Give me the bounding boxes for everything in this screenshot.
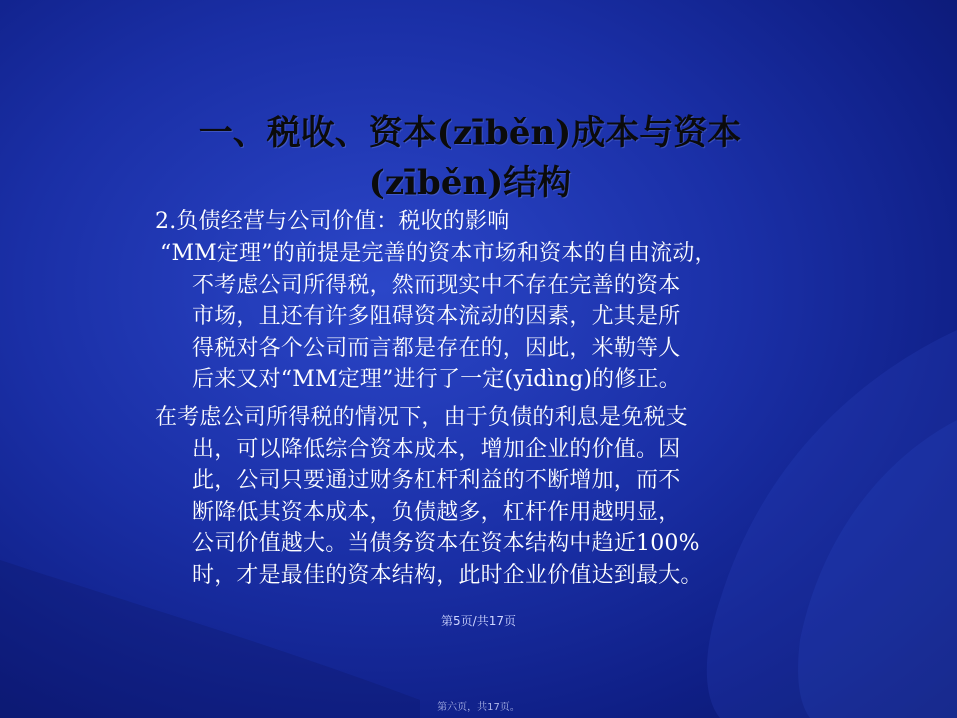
title-line-1: 一、税收、资本(zīběn)成本与资本	[198, 113, 742, 153]
paragraph-1-line-4: 得税对各个公司而言都是存在的，因此，米勒等人	[192, 335, 681, 361]
paragraph-2-line-2: 出，可以降低综合资本成本，增加企业的价值。因	[192, 436, 681, 462]
subheading: 2.负债经营与公司价值：税收的影响	[155, 209, 510, 234]
slide-title	[120, 108, 820, 208]
paragraph-2-line-5: 公司价值越大。当债务资本在资本结构中趋近100%	[192, 531, 700, 556]
paragraph-2-line-6: 时，才是最佳的资本结构，此时企业价值达到最大。	[192, 562, 703, 588]
paragraph-2-line-1: 在考虑公司所得税的情况下，由于负债的利息是免税支	[155, 405, 688, 430]
paragraph-1-line-1: “MM定理”的前提是完善的资本市场和资本的自由流动，	[160, 241, 717, 266]
paragraph-2-line-4: 断降低其资本成本，负债越多，杠杆作用越明显，	[192, 499, 681, 525]
bottom-page-note: 第六页，共17页。	[437, 702, 520, 713]
paragraph-1-line-3: 市场，且还有许多阻碍资本流动的因素，尤其是所	[192, 304, 681, 329]
paragraph-1-line-2: 不考虑公司所得税，然而现实中不存在完善的资本	[192, 272, 681, 298]
page-indicator: 第5页/共17页	[441, 614, 516, 628]
title-line-2: (zīběn)结构	[368, 163, 572, 203]
paragraph-2-line-3: 此，公司只要通过财务杠杆利益的不断增加，而不	[192, 468, 681, 493]
paragraph-1-line-5: 后来又对“MM定理”进行了一定(yīdìng)的修正。	[192, 367, 681, 392]
